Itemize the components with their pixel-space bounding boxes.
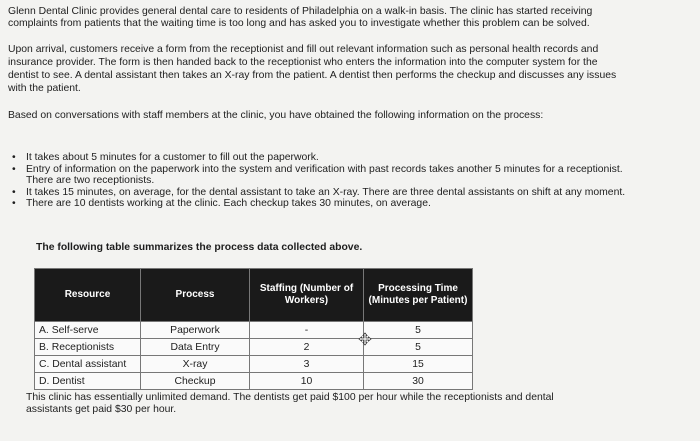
footer-line: assistants get paid $30 per hour. bbox=[26, 404, 177, 415]
intro-line: complaints from patients that the waiting time is too long and has asked you to investigate whether this problem can be solved. bbox=[8, 18, 590, 29]
cell-time: 30 bbox=[364, 373, 473, 390]
table-row bbox=[35, 356, 473, 373]
bullet-icon: • bbox=[12, 186, 16, 198]
header-process: Process bbox=[141, 269, 250, 322]
header-resource: Resource bbox=[35, 269, 141, 322]
bullet-text: It takes about 5 minutes for a customer to fill out the paperwork. bbox=[26, 152, 319, 163]
cell-process: Checkup bbox=[141, 373, 250, 390]
header-processing-time: Processing Time (Minutes per Patient) bbox=[364, 269, 473, 322]
list-item bbox=[8, 187, 688, 199]
cell-resource: D. Dentist bbox=[35, 373, 141, 390]
move-cursor-icon bbox=[358, 332, 372, 346]
bullet-icon: • bbox=[12, 163, 16, 175]
list-item bbox=[8, 164, 688, 187]
cell-staffing: 10 bbox=[250, 373, 364, 390]
bullet-icon: • bbox=[12, 198, 16, 209]
process-line: insurance provider. The form is then handed back to the receptionist who enters the information into the computer system for the bbox=[8, 57, 598, 68]
cell-time: 5 bbox=[364, 322, 473, 339]
table-row bbox=[35, 373, 473, 390]
list-item bbox=[8, 198, 688, 210]
footer-line: This clinic has essentially unlimited demand. The dentists get paid $100 per hour while the receptionists and dental bbox=[26, 392, 554, 403]
bullet-text: It takes 15 minutes, on average, for the dental assistant to take an X-ray. There are three dental assistants on shift at any moment. bbox=[26, 186, 626, 198]
lead-in-text: Based on conversations with staff members at the clinic, you have obtained the following information on the process: bbox=[8, 110, 544, 121]
process-facts-list bbox=[8, 152, 688, 210]
cell-process: Data Entry bbox=[141, 339, 250, 356]
bullet-text: There are two receptionists. bbox=[26, 175, 155, 186]
table-row bbox=[35, 322, 473, 339]
cell-time: 15 bbox=[364, 356, 473, 373]
bullet-text: Entry of information on the paperwork into the system and verification with past records takes another 5 minutes for a receptionist. bbox=[26, 163, 623, 175]
cell-staffing: - bbox=[250, 322, 364, 339]
bullet-text: There are 10 dentists working at the clinic. Each checkup takes 30 minutes, on average. bbox=[26, 198, 431, 209]
cell-process: X-ray bbox=[141, 356, 250, 373]
cell-staffing: 3 bbox=[250, 356, 364, 373]
intro-line: Glenn Dental Clinic provides general dental care to residents of Philadelphia on a walk-in basis. The clinic has started receiving bbox=[8, 6, 593, 17]
list-item bbox=[8, 152, 688, 164]
table-header-row bbox=[35, 269, 473, 322]
process-line: dentist to see. A dental assistant then takes an X-ray from the patient. A dentist then performs the checkup and discusses any issues bbox=[8, 70, 617, 81]
bullet-icon: • bbox=[12, 152, 16, 163]
cell-resource: A. Self-serve bbox=[35, 322, 141, 339]
table-caption: The following table summarizes the process data collected above. bbox=[36, 242, 363, 253]
cell-staffing: 2 bbox=[250, 339, 364, 356]
table-row bbox=[35, 339, 473, 356]
cell-process: Paperwork bbox=[141, 322, 250, 339]
process-line: with the patient. bbox=[8, 83, 81, 94]
cell-resource: B. Receptionists bbox=[35, 339, 141, 356]
header-staffing: Staffing (Number of Workers) bbox=[250, 269, 364, 322]
process-data-table bbox=[34, 268, 473, 390]
cell-time: 5 bbox=[364, 339, 473, 356]
process-line: Upon arrival, customers receive a form from the receptionist and fill out relevant information such as personal health records and bbox=[8, 44, 599, 55]
cell-resource: C. Dental assistant bbox=[35, 356, 141, 373]
